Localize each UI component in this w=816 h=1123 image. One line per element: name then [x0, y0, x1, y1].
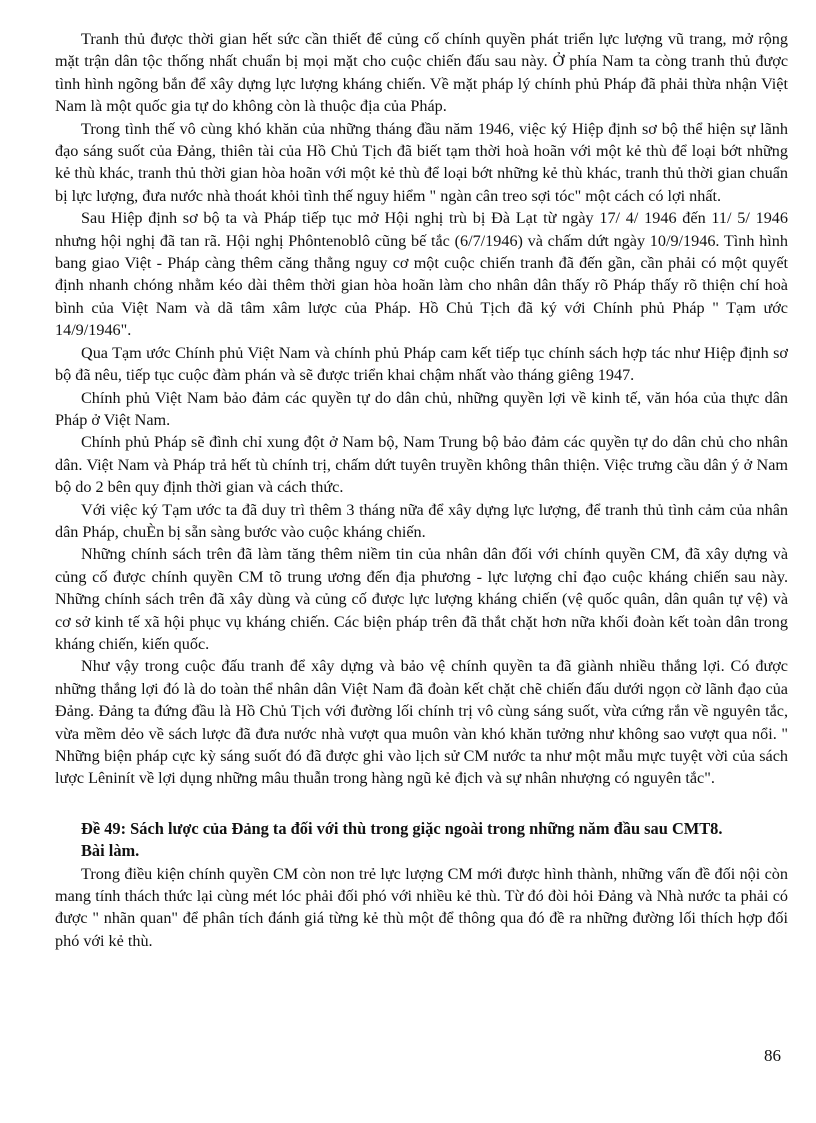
body-paragraph: Qua Tạm ước Chính phủ Việt Nam và chính phủ Pháp cam kết tiếp tục chính sách hợp tác như Hiệp định sơ bộ đã nêu, tiếp tục cuộc đàm phán và sẽ được triển khai chậm nhất vào tháng giêng 1947. — [55, 343, 788, 385]
body-paragraph: Tranh thủ được thời gian hết sức cần thiết để củng cố chính quyền phát triển lực lượng vũ trang, mở rộng mặt trận dân tộc thống nhất chuẩn bị mọi mặt cho cuộc chiến đấu sau này. Ở phía Nam ta còng tranh thủ được tình hình ngõng bắn để xây dựng lực lượng kháng chiến. Về mặt pháp lý chính phủ Pháp đã phải thừa nhận Việt Nam là một quốc gia tự do không còn là thuộc địa của Pháp. — [55, 30, 788, 116]
body-paragraph: Những chính sách trên đã làm tăng thêm niềm tin của nhân dân đối với chính quyền CM, đã xây dựng và củng cố được chính quyền CM tõ trung ương đến địa phương - lực lượng chỉ đạo cuộc kháng chiến sau này. Những chính sách trên đã xây dùng và củng cố được lực lượng kháng chiến (vệ quốc quân, dân quân tự vệ) và cơ sở kinh tế xã hội phục vụ kháng chiến. Các biện pháp trên đã thắt chặt hơn nữa khối đoàn kết toàn dân trong kháng chiến, kiến quốc. — [55, 545, 788, 653]
document-page — [55, 28, 788, 952]
answer-label: Bài làm. — [81, 841, 140, 861]
body-paragraph: Chính phủ Pháp sẽ đình chỉ xung đột ở Nam bộ, Nam Trung bộ bảo đảm các quyền tự do dân chủ cho nhân dân. Việt Nam và Pháp trả hết tù chính trị, chấm dứt tuyên truyền không thân thiện. Việc trưng cầu dân ý ở Nam bộ do 2 bên quy định thời gian và cách thức. — [55, 433, 788, 497]
body-paragraph: Chính phủ Việt Nam bảo đảm các quyền tự do dân chủ, những quyền lợi về kinh tế, văn hóa của thực dân Pháp ở Việt Nam. — [55, 388, 788, 429]
body-paragraph: Sau Hiệp định sơ bộ ta và Pháp tiếp tục mở Hội nghị trù bị Đà Lạt từ ngày 17/ 4/ 1946 đến 11/ 5/ 1946 nhưng hội nghị đã tan rã. Hội nghị Phôntenoblô cũng bế tắc (6/7/1946) và chấm dứt ngày 10/9/1946. Tình hình bang giao Việt - Pháp càng thêm căng thẳng nguy cơ một cuộc chiến tranh đã đến gần, cần phải có một quyết định nhanh chóng nhằm kéo dài thêm thời gian hòa hoãn làm cho nhân dân thấy rõ Pháp thấy rõ thiện chí hoà bình của Việt Nam và dã tâm xâm lược của Pháp. Hồ Chủ Tịch đã ký với Chính phủ Pháp " Tạm ước 14/9/1946". — [55, 209, 788, 340]
page-number: 86 — [764, 1046, 781, 1065]
body-paragraph: Với việc ký Tạm ước ta đã duy trì thêm 3 tháng nữa để xây dựng lực lượng, để tranh thủ tình cảm của nhân dân Pháp, chuÈn bị sẵn sàng bước vào cuộc kháng chiến. — [55, 500, 788, 541]
section-spacer — [55, 790, 788, 818]
body-paragraph: Như vậy trong cuộc đấu tranh để xây dựng và bảo vệ chính quyền ta đã giành nhiều thắng lợi. Có được những thắng lợi đó là do toàn thể nhân dân Việt Nam đã đoàn kết chặt chẽ chiến đấu dưới ngọn cờ lãnh đạo của Đảng. Đảng ta đứng đầu là Hồ Chủ Tịch với đường lối chính trị vô cùng sáng suốt, vừa cứng rắn về nguyên tắc, vừa mềm dẻo về sách lược đã đưa nước nhà vượt qua muôn vàn khó khăn tưởng như không sao vượt qua nổi. " Những biện pháp cực kỳ sáng suốt đó đã được ghi vào lịch sử CM nước ta như một mẫu mực tuyệt vời của sách lược Lêninít về lợi dụng những mâu thuẫn trong hàng ngũ kẻ địch và sự nhân nhượng có nguyên tắc". — [55, 657, 788, 788]
section-heading: Đề 49: Sách lược của Đảng ta đối với thù trong giặc ngoài trong những năm đầu sau CMT8. — [81, 818, 723, 838]
body-paragraph: Trong điều kiện chính quyền CM còn non trẻ lực lượng CM mới được hình thành, những vấn đề đối nội còn mang tính thách thức lại cùng mét lóc phải đối phó với nhiều kẻ thù. Từ đó đòi hỏi Đảng và Nhà nước ta phải có được " nhãn quan" để phân tích đánh giá từng kẻ thù một để thông qua đó đề ra những đường lối thích hợp đối phó với kẻ thù. — [55, 864, 788, 950]
body-paragraph: Trong tình thế vô cùng khó khăn của những tháng đầu năm 1946, việc ký Hiệp định sơ bộ thể hiện sự lãnh đạo sáng suốt của Đảng, thiên tài của Hồ Chủ Tịch đã biết tạm thời hoà hoãn với một kẻ thù để loại bớt những kẻ thù khác, tranh thủ thời gian hòa hoãn với một kẻ thù để loại bớt những kẻ thù khác, tranh thủ thời gian chuẩn bị lực lượng, đưa nước nhà thoát khỏi tình thế nguy hiểm " ngàn cân treo sợi tóc" một cách có lợi nhất. — [55, 119, 788, 205]
